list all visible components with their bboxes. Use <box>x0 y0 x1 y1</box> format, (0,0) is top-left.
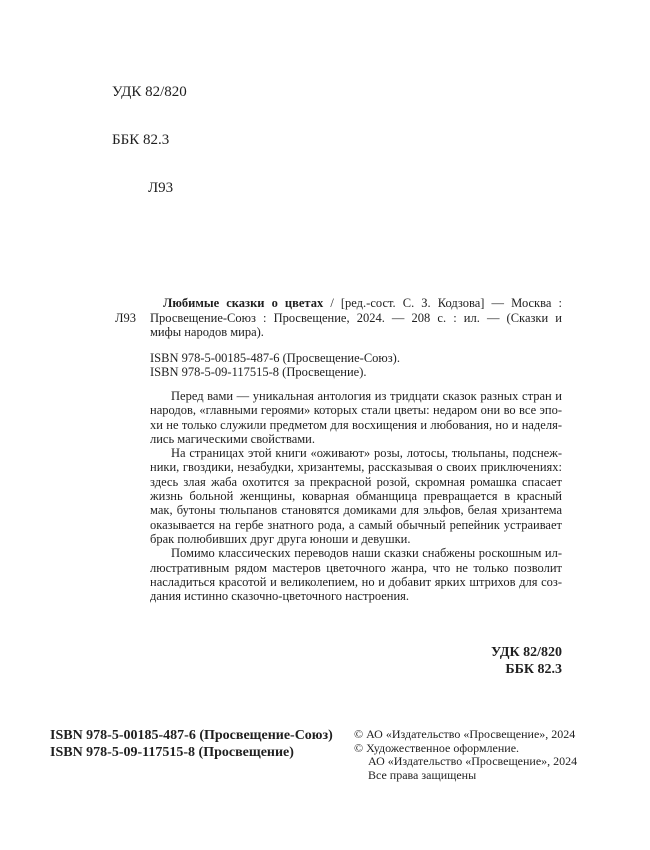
author-sign-code: Л93 <box>148 180 174 196</box>
annotation-line: Перед вами — уникальная антология из тридцати сказок разных стран и <box>171 389 562 403</box>
isbn-line: ISBN 978-5-09-117515-8 (Просвещение) <box>50 745 294 760</box>
annotation-line: народов, «главными героями» которых стали цветы: недаром они во все эпо- <box>150 403 562 418</box>
isbn-block <box>50 727 333 761</box>
bbk-code: ББК 82.3 <box>112 132 170 148</box>
bbk-code-bold: ББК 82.3 <box>505 661 562 677</box>
annotation-line: Помимо классических переводов наши сказки снабжены роскошным ил- <box>171 546 562 561</box>
annotation-line: жизнь больной женщины, коварная обманщица превращается в красный <box>150 489 562 504</box>
catalog-entry-line: Любимые сказки о цветах / [ред.-сост. С. З. Кодзова] — Москва : <box>163 296 562 310</box>
book-title-bold: Любимые сказки о цветах <box>163 296 324 310</box>
copyright-line: АО «Издательство «Просвещение», 2024 <box>368 754 578 768</box>
bibliographic-entry <box>115 296 562 380</box>
annotation-line: насладиться красотой и великолепием, но и добавит ярких штрихов для соз- <box>150 574 562 589</box>
annotation-line: ники, гвоздики, незабудки, хризантемы, рассказывая о своих приключениях: <box>150 460 562 475</box>
catalog-entry-text <box>150 296 562 340</box>
annotation-line: здесь злая жаба охотится за прекрасной розой, скромная ромашка спасает <box>150 474 562 489</box>
annotation-block <box>150 389 562 603</box>
margin-author-sign: Л93 <box>115 310 136 325</box>
copyright-line: © АО «Издательство «Просвещение», 2024 <box>354 727 576 741</box>
bottom-catalog-codes <box>491 645 562 678</box>
udk-code-bold: УДК 82/820 <box>490 645 562 660</box>
catalog-entry-line: мифы народов мира). <box>150 325 264 340</box>
annotation-line: люстративным рядом мастеров цветочного жанра, что не только позволит <box>150 560 562 575</box>
top-catalog-codes <box>112 52 187 228</box>
udk-code: УДК 82/820 <box>112 84 187 100</box>
annotation-line: мак, бутоны тюльпанов становятся домиками для эльфов, белая хризантема <box>150 503 562 518</box>
annotation-paragraph-1 <box>150 389 562 446</box>
annotation-line: лись магическими свойствами. <box>150 431 315 446</box>
catalog-isbn-line: ISBN 978-5-09-117515-8 (Просвещение). <box>150 365 367 380</box>
copyright-line: Все права защищены <box>368 767 477 782</box>
catalog-isbn-block <box>150 351 562 380</box>
copyright-line: © Художественное оформление. <box>354 740 520 755</box>
annotation-line: На страницах этой книги «оживают» розы, лотосы, тюльпаны, подснеж- <box>171 446 562 461</box>
annotation-paragraph-3 <box>150 546 562 603</box>
catalog-entry-line: Просвещение-Союз : Просвещение, 2024. — 208 с. : ил. — (Сказки и <box>150 310 562 325</box>
annotation-line: хи не только служили предметом для восхищения и любования, но и наделя- <box>150 417 562 432</box>
annotation-paragraph-2 <box>150 446 562 546</box>
isbn-line: ISBN 978-5-00185-487-6 (Просвещение-Союз) <box>50 728 333 743</box>
annotation-line: оказывается на гербе знатного рода, а самый обычный репейник устраивает <box>150 517 562 532</box>
copyright-block <box>354 728 584 782</box>
annotation-line: брак полюбивших друг друга юноши и девушки. <box>150 531 411 546</box>
annotation-line: дания истинно сказочно-цветочного настроения. <box>150 589 410 604</box>
catalog-isbn-line: ISBN 978-5-00185-487-6 (Просвещение-Союз). <box>150 350 400 365</box>
